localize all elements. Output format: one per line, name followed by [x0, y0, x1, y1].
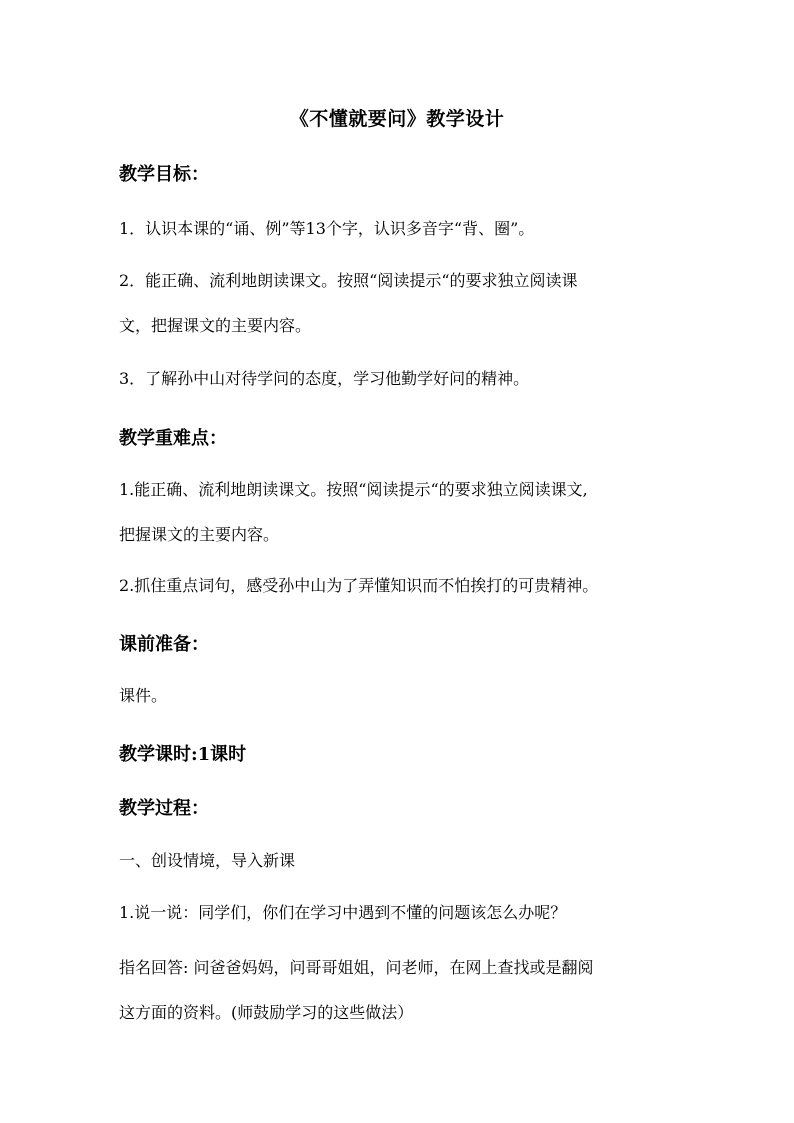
goal-item-2-line-2: 文，把握课文的主要内容。 — [119, 316, 312, 335]
goals-heading: 教学目标： — [119, 164, 209, 185]
goal-item-3: 3．了解孙中山对待学问的态度，学习他勤学好问的精神。 — [119, 369, 530, 388]
preparation-heading: 课前准备： — [119, 634, 209, 655]
process-heading: 教学过程： — [119, 798, 209, 819]
goals-list-2 — [119, 258, 679, 348]
process-step-2-block — [119, 890, 679, 935]
process-step-2: 1.说一说：同学们，你们在学习中遇到不懂的问题该怎么办呢？ — [119, 903, 567, 922]
key-point-1-line-1: 1.能正确、流利地朗读课文。按照“阅读提示“的要求独立阅读课文, — [119, 480, 588, 499]
goal-item-2-line-1: 2．能正确、流利地朗读课文。按照“阅读提示“的要求独立阅读课 — [119, 271, 578, 290]
key-points-list-2 — [119, 563, 679, 608]
key-point-1-line-2: 把握课文的主要内容。 — [119, 525, 280, 544]
goals-list — [119, 206, 679, 251]
process-answer-block — [119, 945, 679, 1035]
goals-list-3 — [119, 356, 679, 401]
duration-heading: 教学课时:1课时 — [119, 744, 247, 765]
document-title: 《不懂就要问》教学设计 — [289, 108, 505, 130]
key-point-2: 2.抓住重点词句，感受孙中山为了弄懂知识而不怕挨打的可贵精神。 — [119, 576, 599, 595]
preparation-text-block — [119, 673, 679, 718]
preparation-text: 课件。 — [119, 686, 168, 705]
goal-item-1: 1．认识本课的“诵、例”等13个字，认识多音字“背、圈”。 — [119, 219, 535, 238]
key-points-list — [119, 467, 679, 557]
process-step-1: 一、创设情境，导入新课 — [119, 851, 296, 870]
key-points-heading: 教学重难点： — [119, 428, 227, 449]
process-answer-line-1: 指名回答: 问爸爸妈妈，问哥哥姐姐，问老师，在网上查找或是翻阅 — [119, 958, 594, 977]
process-step-1-block — [119, 838, 679, 883]
process-answer-line-2: 这方面的资料。(师鼓励学习的这些做法） — [119, 1003, 414, 1022]
